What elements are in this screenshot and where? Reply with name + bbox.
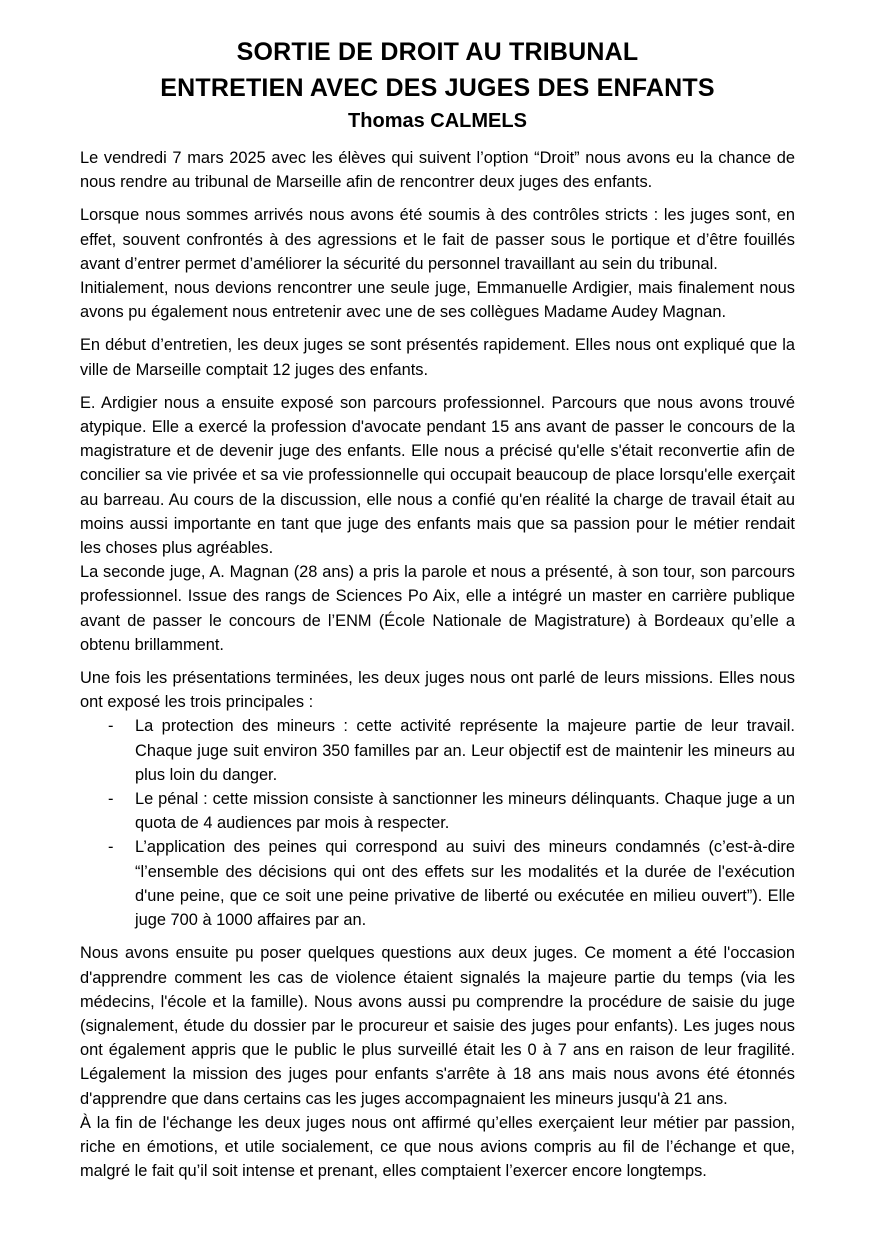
mission-item-penal [80, 787, 795, 835]
paragraph-initial-plan: Initialement, nous devions rencontrer une seule juge, Emmanuelle Ardigier, mais finalement nous avons pu également nous entretenir avec une de ses collègues Madame Audey Magnan. [80, 279, 795, 322]
document-body [80, 146, 795, 1183]
paragraph-security-checks: Lorsque nous sommes arrivés nous avons été soumis à des contrôles stricts : les juges sont, en effet, souvent confrontés à des agressions et le fait de passer sous le portique et d’être fouillés avant d’entrer permet d’améliorer la sécurité du personnel travaillant au sein du tribunal. [80, 206, 795, 273]
paragraph-block-presentation [80, 333, 795, 381]
dash-marker: - [108, 790, 114, 809]
paragraph-missions-intro: Une fois les présentations terminées, les deux juges nous ont parlé de leurs missions. Elles nous ont exposé les trois principales : [80, 669, 795, 712]
mission-item-protection [80, 714, 795, 787]
paragraph-block-careers [80, 391, 795, 657]
dash-marker: - [108, 838, 114, 857]
mission-item-sentences [80, 835, 795, 932]
mission-item-text: L’application des peines qui correspond au suivi des mineurs condamnés (c’est-à-dire “l’ensemble des décisions qui ont des effets sur les modalités et la durée de l'exécution d'une peine, que ce soit une peine privative de liberté ou exécutée en milieu ouvert”). Elle juge 700 à 1000 affaires par an. [135, 838, 795, 930]
paragraph-judges-presentation: En début d’entretien, les deux juges se sont présentés rapidement. Elles nous ont expliqué que la ville de Marseille comptait 12 juges des enfants. [80, 336, 795, 379]
document-title [80, 34, 795, 106]
mission-item-text: Le pénal : cette mission consiste à sanctionner les mineurs délinquants. Chaque juge a un quota de 4 audiences par mois à respecter. [135, 790, 795, 833]
mission-item-text: La protection des mineurs : cette activité représente la majeure partie de leur travail. Chaque juge suit environ 350 familles par an. Leur objectif est de maintenir les mineurs au plus loin du danger. [135, 717, 795, 784]
author-name: Thomas CALMELS [348, 110, 527, 132]
paragraph-questions: Nous avons ensuite pu poser quelques questions aux deux juges. Ce moment a été l'occasion d'apprendre comment les cas de violence étaient signalés la majeure partie du temps (via les médecins, l'école et la famille). Nous avons aussi pu comprendre la procédure de saisie du juge (signalement, étude du dossier par le procureur et saisie des juges pour enfants). Les juges nous ont également appris que le public le plus surveillé était les 0 à 7 ans en raison de leur fragilité. Légalement la mission des juges pour enfants s'arrête à 18 ans mais nous avons été étonnés d'apprendre que dans certains cas les juges accompagnaient les mineurs jusqu'à 21 ans. [80, 944, 795, 1108]
paragraph-block-questions-conclusion [80, 941, 795, 1183]
paragraph-block-arrival [80, 203, 795, 324]
paragraph-visit-intro: Le vendredi 7 mars 2025 avec les élèves qui suivent l’option “Droit” nous avons eu la chance de nous rendre au tribunal de Marseille afin de rencontrer deux juges des enfants. [80, 149, 795, 192]
paragraph-block-visit-intro [80, 146, 795, 194]
paragraph-block-missions [80, 666, 795, 932]
paragraph-magnan-career: La seconde juge, A. Magnan (28 ans) a pris la parole et nous a présenté, à son tour, son parcours professionnel. Issue des rangs de Sciences Po Aix, elle a intégré un master en carrière publique avant de passer le concours de l’ENM (École Nationale de Magistrature) à Bordeaux qu’elle a obtenu brillamment. [80, 563, 795, 654]
paragraph-ardigier-career: E. Ardigier nous a ensuite exposé son parcours professionnel. Parcours que nous avons trouvé atypique. Elle a exercé la profession d'avocate pendant 15 ans avant de passer le concours de la magistrature et de devenir juge des enfants. Elle nous a précisé qu'elle s'était reconvertie afin de concilier sa vie privée et sa vie professionnelle qui occupait beaucoup de place lorsqu'elle exerçait au barreau. Au cours de la discussion, elle nous a confié qu'en réalité la charge de travail était au moins aussi importante en tant que juge des enfants mais que sa passion pour le métier rendait les choses plus agréables. [80, 393, 795, 558]
paragraph-conclusion: À la fin de l'échange les deux juges nous ont affirmé qu’elles exerçaient leur métier par passion, riche en émotions, et utile socialement, ce que nous avions compris au fil de l’échange et que, malgré le fait qu’il soit intense et prenant, elles comptaient l’exercer encore longtemps. [80, 1113, 795, 1181]
page-title-line-1: SORTIE DE DROIT AU TRIBUNAL [236, 38, 639, 66]
page-title-line-2: ENTRETIEN AVEC DES JUGES DES ENFANTS [160, 74, 715, 102]
dash-marker: - [108, 717, 114, 736]
missions-list [80, 714, 795, 932]
